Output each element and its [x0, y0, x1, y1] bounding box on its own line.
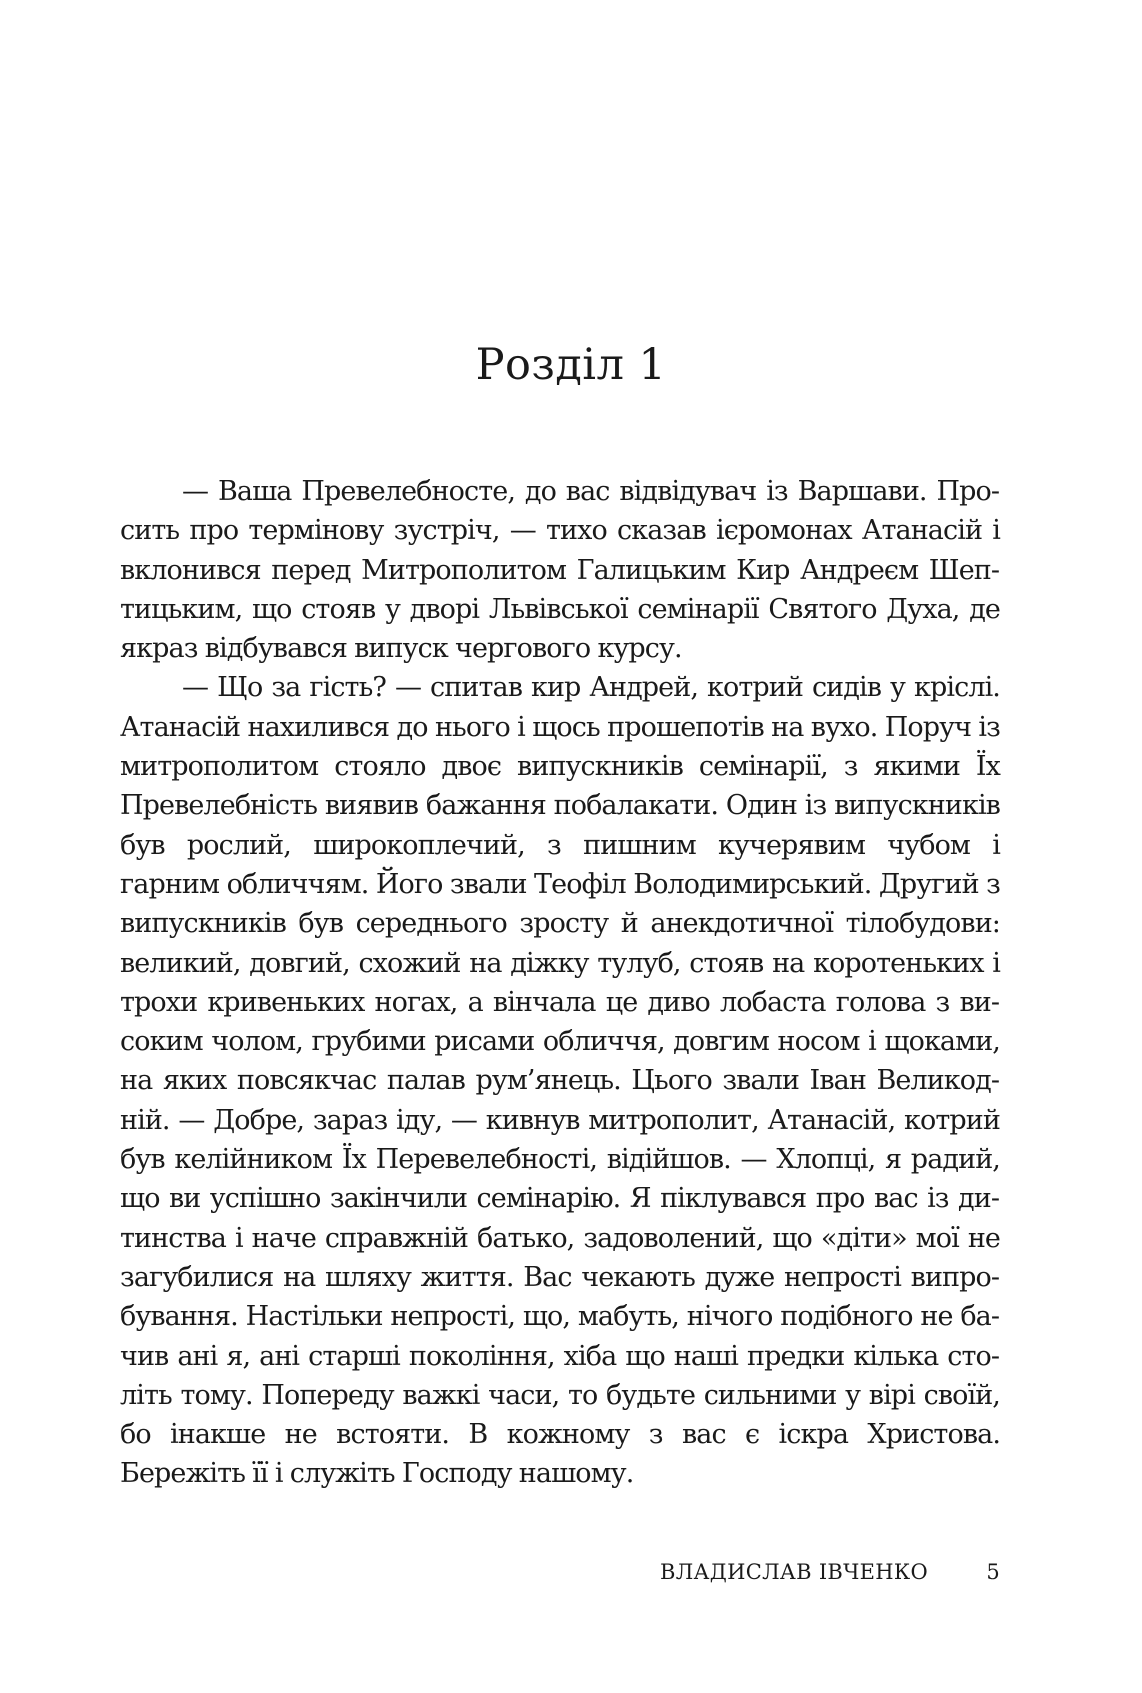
running-footer-author: ВЛАДИСЛАВ ІВЧЕНКО	[659, 1560, 928, 1584]
page-footer	[120, 1560, 1000, 1600]
chapter-body	[120, 472, 1000, 1494]
paragraph-2: — Що за гість? — спитав кир Андрей, котрий сидів у кріслі. Атанасій нахилився до нього і щось прошепотів на вухо. Поруч із митрополитом стояло двоє випускників семінарії, з якими Їх Превелебність виявив бажання побалакати. Один із випускників був рослий, широкоплечий, з пишним кучерявим чубом і гарним обличчям. Його звали Теофіл Володимирський. Другий з випускників був середнього зросту й анекдотичної тілобудови: великий, довгий, схожий на діжку тулуб, стояв на коротеньких і трохи кривеньких ногах, а вінчала це диво лобаста голова з високим чолом, грубими рисами обличчя, довгим носом і щоками, на яких повсякчас палав рум’янець. Цього звали Іван Великодній. — Добре, зараз іду, — кивнув митрополит, Атанасій, котрий був келійником Їх Перевелебності, відійшов. — Хлопці, я радий, що ви успішно закінчили семінарію. Я піклувався про вас із дитинства і наче справжній батько, задоволений, що «діти» мої не загубилися на шляху життя. Вас чекають дуже непрості випробування. Настільки непрості, що, мабуть, нічого подібного не бачив ані я, ані старші покоління, хіба що наші предки кілька століть тому. Попереду важкі часи, то будьте сильними у вірі своїй, бо інакше не встояти. В кожному з вас є іскра Христова. Бережіть її і служіть Господу нашому.	[120, 672, 1000, 1490]
paragraph-1: — Ваша Превелебносте, до вас відвідувач із Варшави. Просить про термінову зустріч, — тихо сказав ієромонах Атанасій і вклонився перед Митрополитом Галицьким Кир Андреєм Шептицьким, що стояв у дворі Львівської семінарії Святого Духа, де якраз відбувався випуск чергового курсу.	[120, 476, 1000, 665]
page-number: 5	[986, 1560, 1000, 1584]
chapter-title: Розділ 1	[475, 340, 667, 390]
